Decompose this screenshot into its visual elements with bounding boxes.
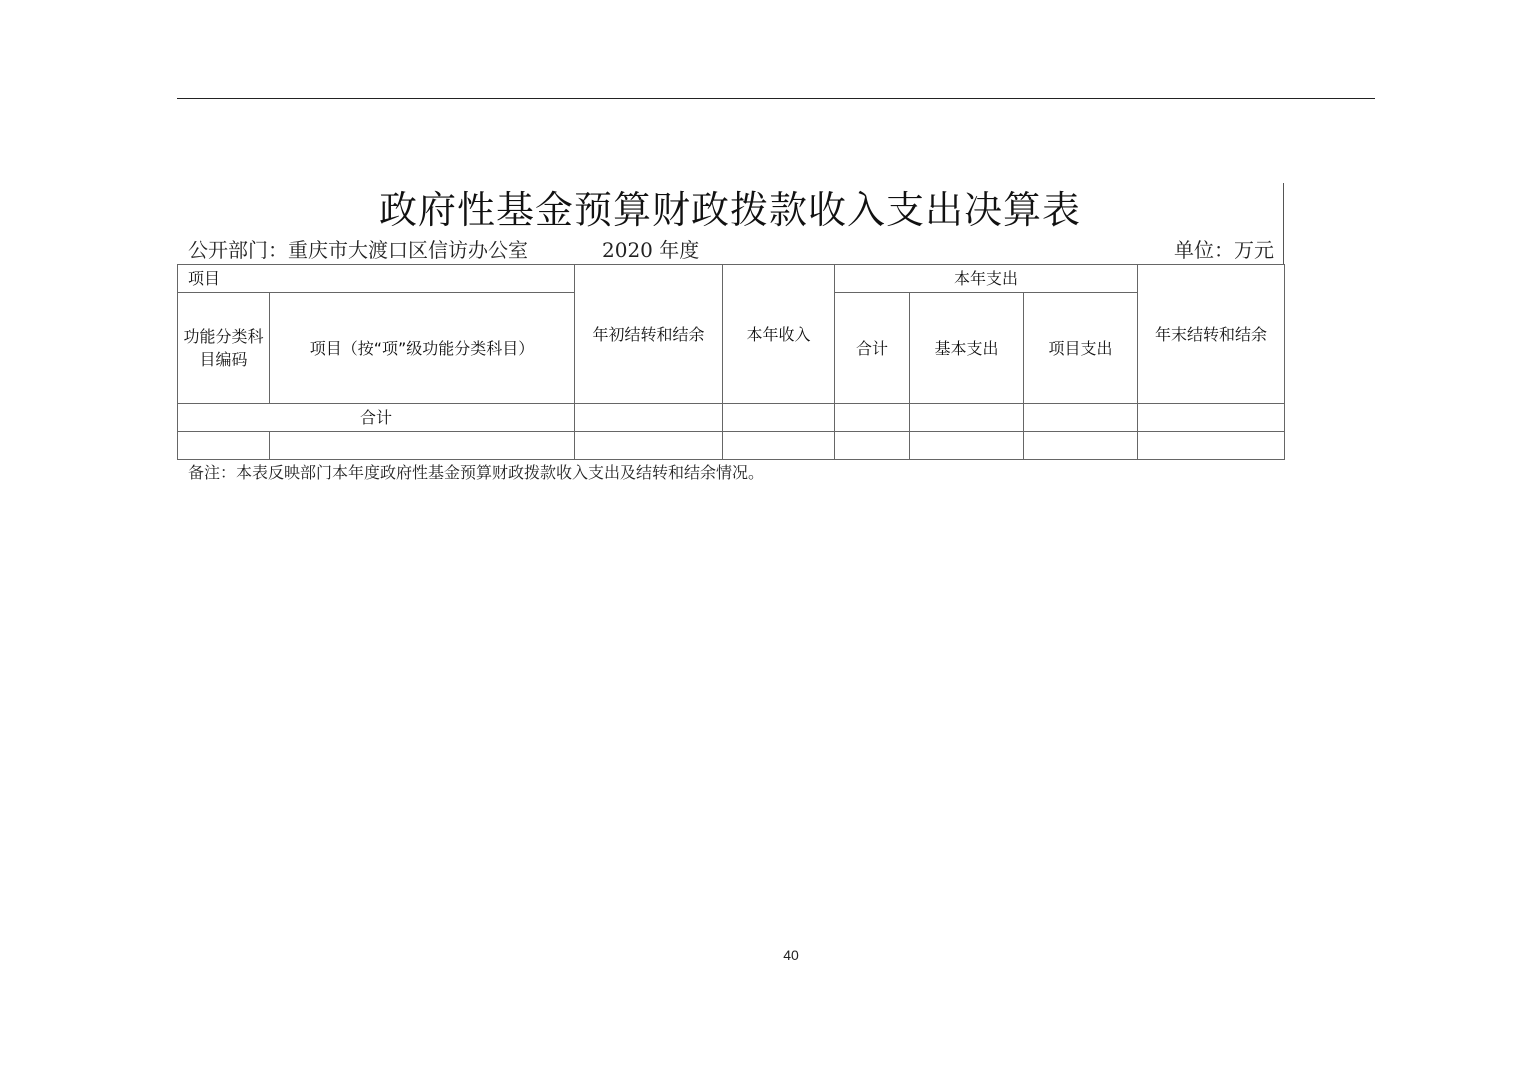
total-begin [575,404,723,432]
footnote: 备注：本表反映部门本年度政府性基金预算财政拨款收入支出及结转和结余情况。 [188,463,765,482]
total-row [178,404,1285,432]
row-exp-basic [910,432,1024,460]
budget-table [177,264,1285,460]
table-frame-edge [1283,183,1284,265]
header-expense-total: 合计 [835,293,910,404]
page-number: 40 [783,947,799,963]
department-label: 公开部门：重庆市大渡口区信访办公室 [188,238,528,262]
row-end [1138,432,1285,460]
header-code: 功能分类科目编码 [178,293,270,404]
row-name [270,432,575,460]
header-income: 本年收入 [723,265,835,404]
table-header-row [178,265,1285,293]
row-begin [575,432,723,460]
table-row [178,432,1285,460]
row-exp-project [1024,432,1138,460]
total-exp-project [1024,404,1138,432]
header-item: 项目 [178,265,575,293]
page-title: 政府性基金预算财政拨款收入支出决算表 [378,188,1081,232]
row-code [178,432,270,460]
total-label: 合计 [178,404,575,432]
total-exp-basic [910,404,1024,432]
total-income [723,404,835,432]
header-expense-project: 项目支出 [1024,293,1138,404]
header-item-name: 项目（按“项”级功能分类科目） [270,293,575,404]
total-exp-total [835,404,910,432]
unit-label: 单位：万元 [1174,238,1274,262]
header-end-balance: 年末结转和结余 [1138,265,1285,404]
fiscal-year-label: 2020 年度 [602,238,700,262]
header-expense-basic: 基本支出 [910,293,1024,404]
total-end [1138,404,1285,432]
row-exp-total [835,432,910,460]
header-begin-balance: 年初结转和结余 [575,265,723,404]
header-expense: 本年支出 [835,265,1138,293]
row-income [723,432,835,460]
header-rule [177,98,1375,99]
